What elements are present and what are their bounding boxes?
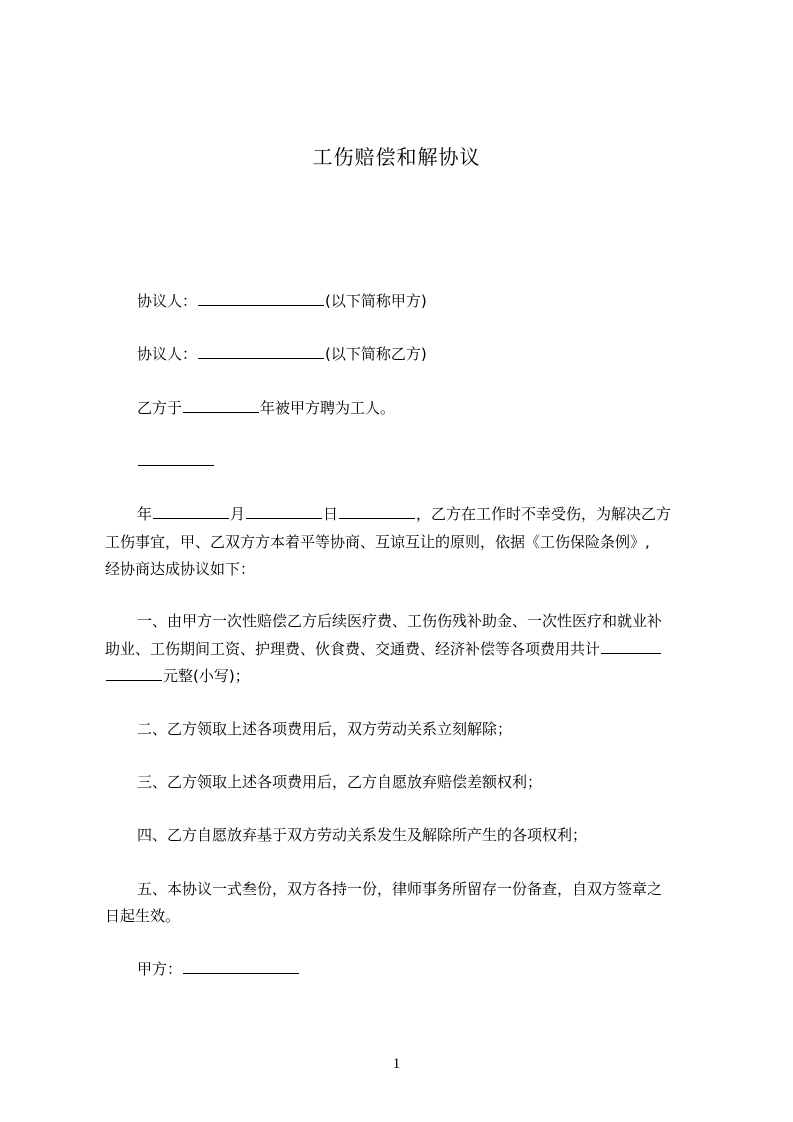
clause-5-line-2: 日起生效。 xyxy=(105,907,181,925)
clause-1-text-2: 助业、工伤期间工资、护理费、伙食费、交通费、经济补偿等各项费用共计 xyxy=(105,640,601,658)
clause-1-line-2 xyxy=(105,636,705,662)
injury-month-label: 月 xyxy=(230,505,246,523)
standalone-blank[interactable] xyxy=(138,451,214,466)
injury-month-blank[interactable] xyxy=(246,504,322,519)
clause-1-line-3 xyxy=(105,663,705,689)
hire-suffix: 年被甲方聘为工人。 xyxy=(260,399,396,417)
clause-3 xyxy=(105,769,705,795)
sign-a-label: 甲方： xyxy=(137,960,183,978)
party-b-suffix: (以下简称乙方) xyxy=(325,345,427,363)
sign-a-line xyxy=(105,956,705,982)
hire-line xyxy=(105,395,705,421)
party-a-blank[interactable] xyxy=(198,291,324,306)
party-a-line xyxy=(105,288,705,314)
sign-a-blank[interactable] xyxy=(183,959,299,974)
clause-1-text-3: 元整(小写)； xyxy=(163,667,250,685)
clause-1-text-1: 一、由甲方一次性赔偿乙方后续医疗费、工伤伤残补助金、一次性医疗和就业补 xyxy=(137,612,663,630)
clause-3-text: 三、乙方领取上述各项费用后，乙方自愿放弃赔偿差额权利； xyxy=(137,773,543,791)
injury-year-blank[interactable] xyxy=(153,504,229,519)
clause-4-text: 四、乙方自愿放弃基于双方劳动关系发生及解除所产生的各项权利； xyxy=(137,826,588,844)
injury-day-blank[interactable] xyxy=(339,504,415,519)
hire-year-blank[interactable] xyxy=(183,398,259,413)
injury-year-label: 年 xyxy=(137,505,153,523)
party-b-blank[interactable] xyxy=(198,344,324,359)
page-number: 1 xyxy=(392,1056,401,1072)
clause-1-line-1 xyxy=(105,608,705,634)
clause-2 xyxy=(105,716,705,742)
document-title: 工伤赔偿和解协议 xyxy=(312,145,481,169)
party-b-label: 协议人： xyxy=(137,345,198,363)
injury-day-label: 日 xyxy=(323,505,339,523)
party-a-label: 协议人： xyxy=(137,292,198,310)
total-amount-blank-a[interactable] xyxy=(601,639,661,654)
total-amount-blank-b[interactable] xyxy=(106,666,162,681)
hire-prefix: 乙方于 xyxy=(137,399,183,417)
injury-line-3: 经协商达成协议如下： xyxy=(105,560,256,578)
injury-line-2: 工伤事宜，甲、乙双方方本着平等协商、互谅互让的原则，依据《工伤保险条例》, xyxy=(105,533,650,551)
clause-4 xyxy=(105,822,705,848)
injury-line-1 xyxy=(105,501,705,527)
clause-5-line-1 xyxy=(105,876,705,902)
clause-5-text-1: 五、本协议一式叁份，双方各持一份，律师事务所留存一份备查，自双方签章之 xyxy=(137,880,663,898)
party-b-line xyxy=(105,341,705,367)
standalone-blank-line xyxy=(105,448,705,474)
clause-2-text: 二、乙方领取上述各项费用后，双方劳动关系立刻解除； xyxy=(137,720,513,738)
injury-line1-tail: ，乙方在工作时不幸受伤，为解决乙方 xyxy=(416,505,672,523)
party-a-suffix: (以下简称甲方) xyxy=(325,292,427,310)
